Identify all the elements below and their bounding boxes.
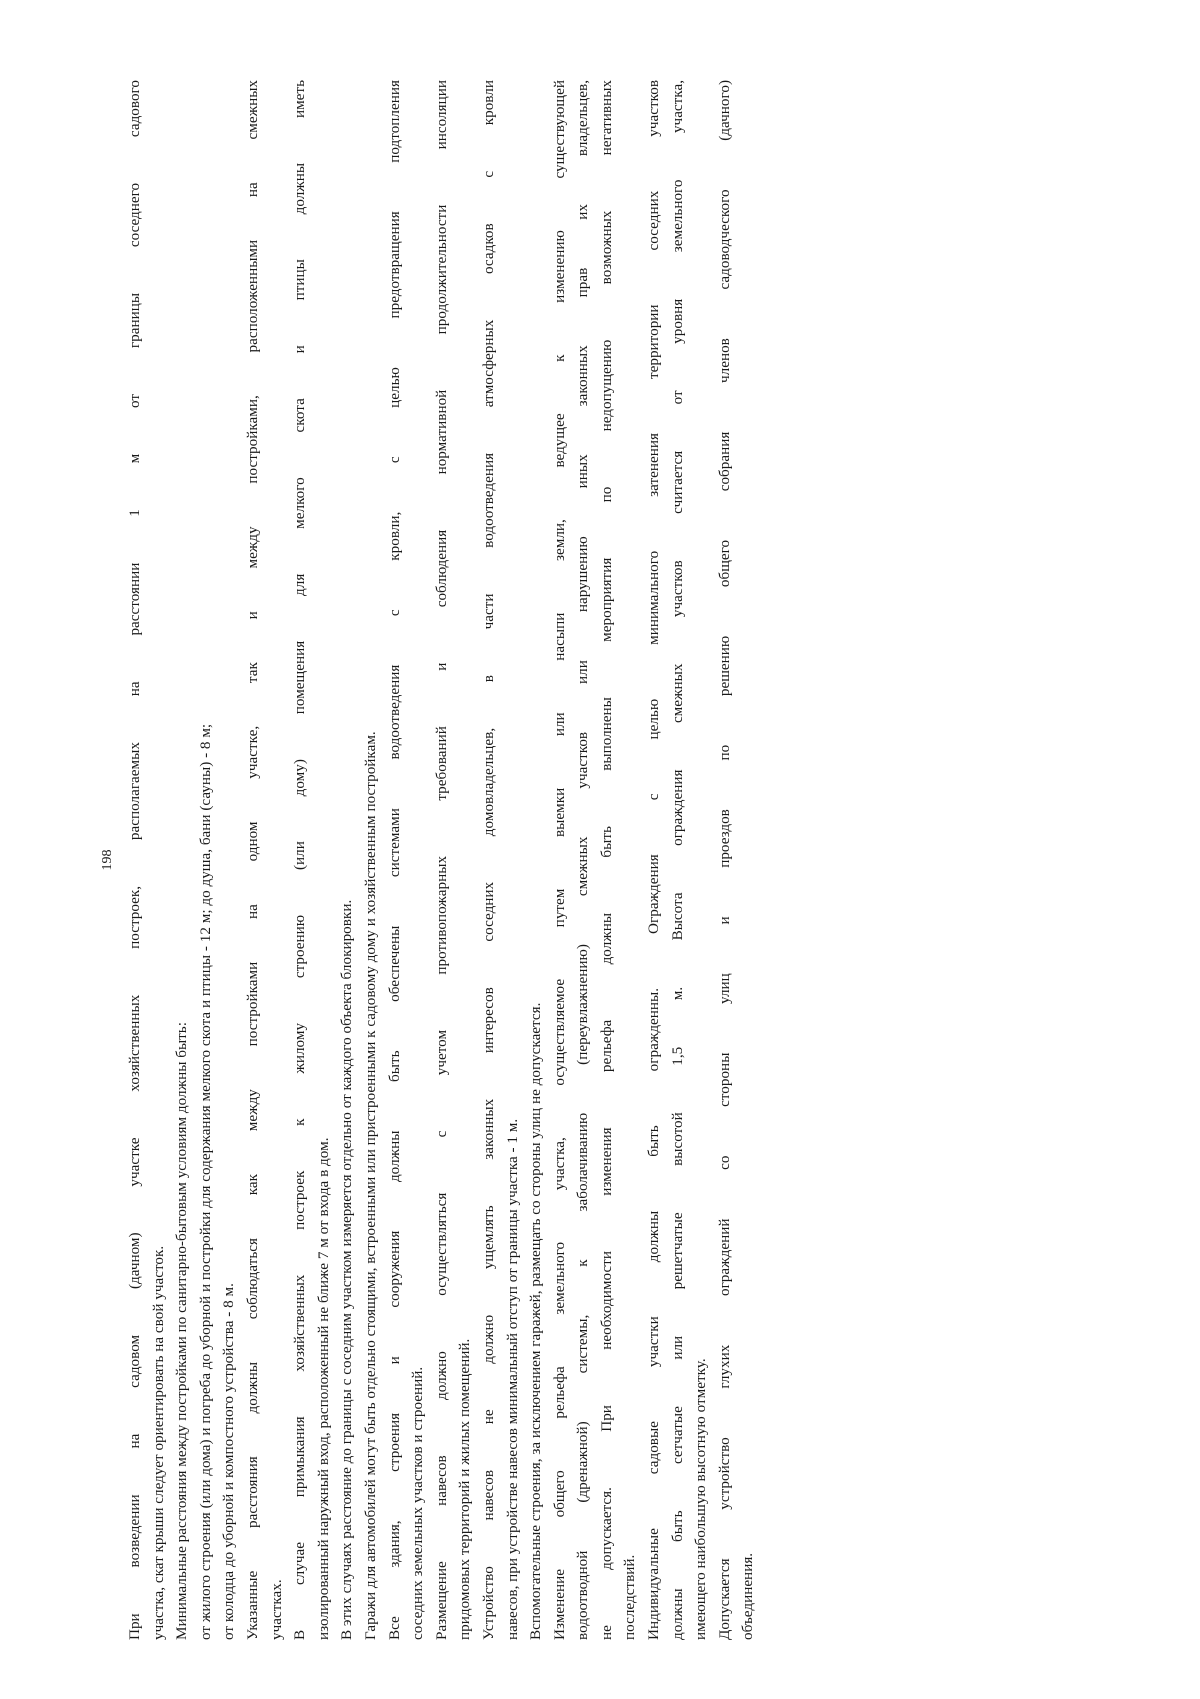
text-line: Размещение навесов должно осуществляться с учетом противопожарных требований и соблюдения нормативной продолжительности инсоляции	[432, 80, 450, 1640]
text-line: Минимальные расстояния между постройками по санитарно-бытовым условиям должны быть:	[173, 1022, 191, 1640]
text-line: Все здания, строения и сооружения должны быть обеспечены системами водоотведения с кровли, с целью предотвращения подтопления	[385, 80, 403, 1640]
text-line: Устройство навесов не должно ущемлять законных интересов соседних домовладельцев, в части водоотведения атмосферных осадков с кровли	[479, 80, 497, 1640]
rotated-text-block	[95, 80, 835, 1640]
paragraph	[359, 80, 383, 1640]
text-line: соседних земельных участков и строений.	[409, 1366, 427, 1640]
paragraph	[713, 80, 760, 1640]
text-line: Изменение общего рельефа земельного участка, осуществляемое путем выемки или насыпи земли, ведущее к изменению существующей	[550, 80, 568, 1640]
text-line: водоотводной (дренажной) системы, к заболачиванию (переувлажнению) смежных участков или нарушению иных законных прав их владельцев,	[574, 80, 592, 1640]
paragraph	[170, 80, 194, 1640]
text-line: от колодца до уборной и компостного устройства - 8 м.	[220, 1283, 238, 1640]
text-line: навесов, при устройстве навесов минимальный отступ от границы участка - 1 м.	[503, 1118, 521, 1640]
text-line: В случае примыкания хозяйственных построек к жилому строению (или дому) помещения для мелкого скота и птицы должны иметь	[291, 80, 309, 1640]
text-line: участках.	[267, 1579, 285, 1640]
text-line: придомовых территорий и жилых помещений.	[456, 1338, 474, 1640]
paragraph	[241, 80, 288, 1640]
paragraph	[477, 80, 524, 1640]
paragraph	[430, 80, 477, 1640]
text-line: При возведении на садовом (дачном) участке хозяйственных построек, располагаемых на расстоянии 1 м от границы соседнего садового	[126, 80, 143, 1640]
text-line: последствий.	[621, 1554, 639, 1640]
paragraph	[524, 80, 548, 1640]
text-line: имеющего наибольшую высотную отметку.	[692, 1358, 710, 1640]
paragraph	[288, 80, 335, 1640]
text-line: от жилого строения (или дома) и погреба до уборной и постройки для содержания мелкого скота и птицы - 12 м; до душа, бани (сауны) - 8 м;	[196, 723, 214, 1640]
text-line: Индивидуальные садовые участки должны быть огражденны. Ограждения с целью минимального затенения территории соседних участков	[645, 80, 663, 1640]
paragraph	[642, 80, 713, 1640]
paragraph	[217, 80, 241, 1640]
text-line: не допускается. При необходимости изменения рельефа должны быть выполнены мероприятия по недопущению возможных негативных	[597, 80, 615, 1640]
paragraph	[123, 80, 170, 1640]
text-line: участка, скат крыши следует ориентировать на свой участок.	[149, 1245, 167, 1640]
text-line: должны быть сетчатые или решетчатые высотой 1,5 м. Высота ограждения смежных участков считается от уровня земельного участка,	[668, 80, 686, 1640]
text-line: В этих случаях расстояние до границы с соседним участком измеряется отдельно от каждого объекта блокировки.	[338, 899, 356, 1640]
text-line: Гаражи для автомобилей могут быть отдельно стоящими, встроенными или пристроенными к садовому дому и хозяйственным постройкам.	[361, 731, 379, 1640]
paragraph	[548, 80, 642, 1640]
paragraph	[335, 80, 359, 1640]
paragraph-list	[123, 80, 760, 1640]
text-line: объединения.	[739, 1552, 757, 1640]
text-line: изолированный наружный вход, расположенный не ближе 7 м от входа в дом.	[314, 1137, 332, 1640]
text-line: Вспомогательные строения, за исключением гаражей, размещать со стороны улиц не допускается.	[527, 1002, 545, 1640]
paragraph	[383, 80, 430, 1640]
page-number: 198	[100, 849, 115, 871]
text-line: Указанные расстояния должны соблюдаться как между постройками на одном участке, так и между постройками, расположенными на смежных	[243, 80, 261, 1640]
text-line: Допускается устройство глухих ограждений со стороны улиц и проездов по решению общего собрания членов садоводческого (дачного)	[715, 80, 733, 1640]
paragraph	[194, 80, 218, 1640]
